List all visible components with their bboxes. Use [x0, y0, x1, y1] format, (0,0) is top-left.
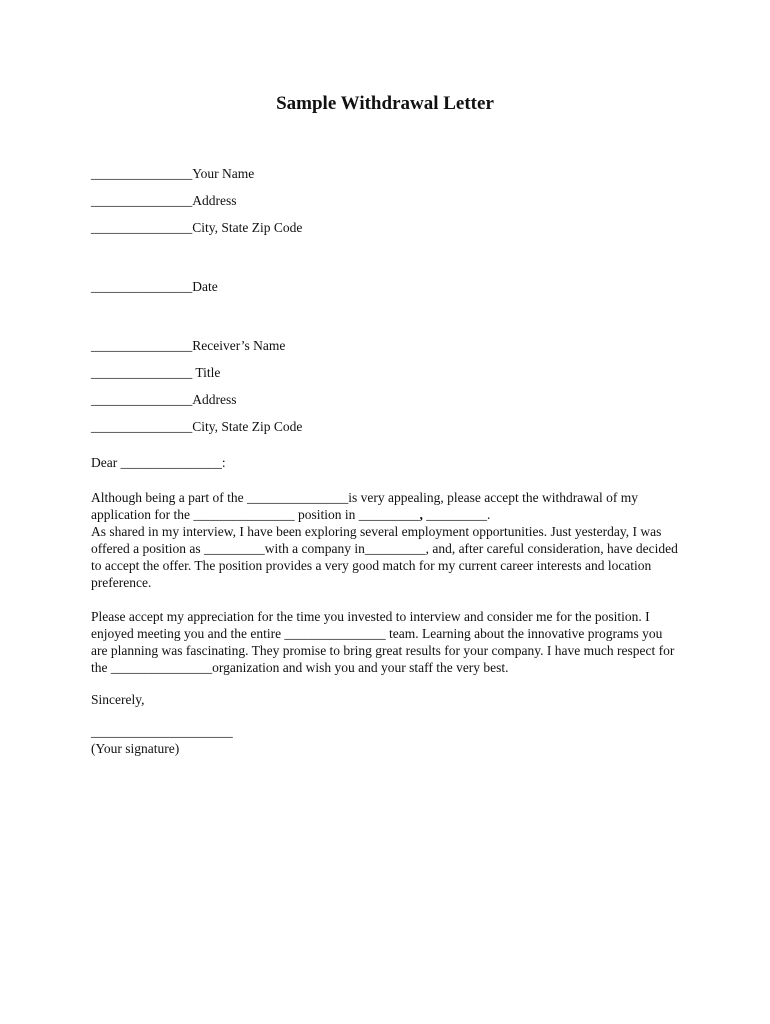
body-paragraph-2: As shared in my interview, I have been exploring several employment opportunities. Just yesterday, I was offered a position as _________with a company in_________, and, after careful consideration, have decided to accept the offer. The position provides a very good match for my current career interests and location preference.	[91, 524, 678, 590]
sender-city-line: _______________City, State Zip Code	[91, 220, 303, 235]
paragraph-1-line-2-end: _________.	[422, 507, 491, 522]
body-paragraph-1	[91, 489, 681, 591]
receiver-city-line: _______________City, State Zip Code	[91, 419, 303, 434]
salutation: Dear _______________:	[91, 455, 226, 470]
paragraph-1-line-1: Although being a part of the _______________is very appealing, please accept the withdrawal of my	[91, 490, 638, 505]
date-line: _______________Date	[91, 279, 218, 294]
signature-label: (Your signature)	[91, 741, 180, 756]
document-title: Sample Withdrawal Letter	[276, 93, 494, 114]
sender-name-line: _______________Your Name	[91, 166, 255, 181]
paragraph-1-comma: ,	[419, 507, 423, 522]
closing: Sincerely,	[91, 692, 145, 707]
paragraph-1-line-2	[91, 506, 681, 523]
body-paragraph-3: Please accept my appreciation for the time you invested to interview and consider me for the position. I enjoyed meeting you and the entire _______________ team. Learning about the innovative programs you are planning was fascinating. They promise to bring great results for your company. I have much respect for the _______________organization and wish you and your staff the very best.	[91, 609, 675, 675]
receiver-address-line: _______________Address	[91, 392, 237, 407]
sender-address-line: _______________Address	[91, 193, 237, 208]
receiver-title-line: _______________ Title	[91, 365, 221, 380]
signature-line: _____________________	[91, 724, 233, 739]
receiver-name-line: _______________Receiver’s Name	[91, 338, 286, 353]
paragraph-1-line-2-text: application for the _______________ position in _________	[91, 507, 420, 522]
